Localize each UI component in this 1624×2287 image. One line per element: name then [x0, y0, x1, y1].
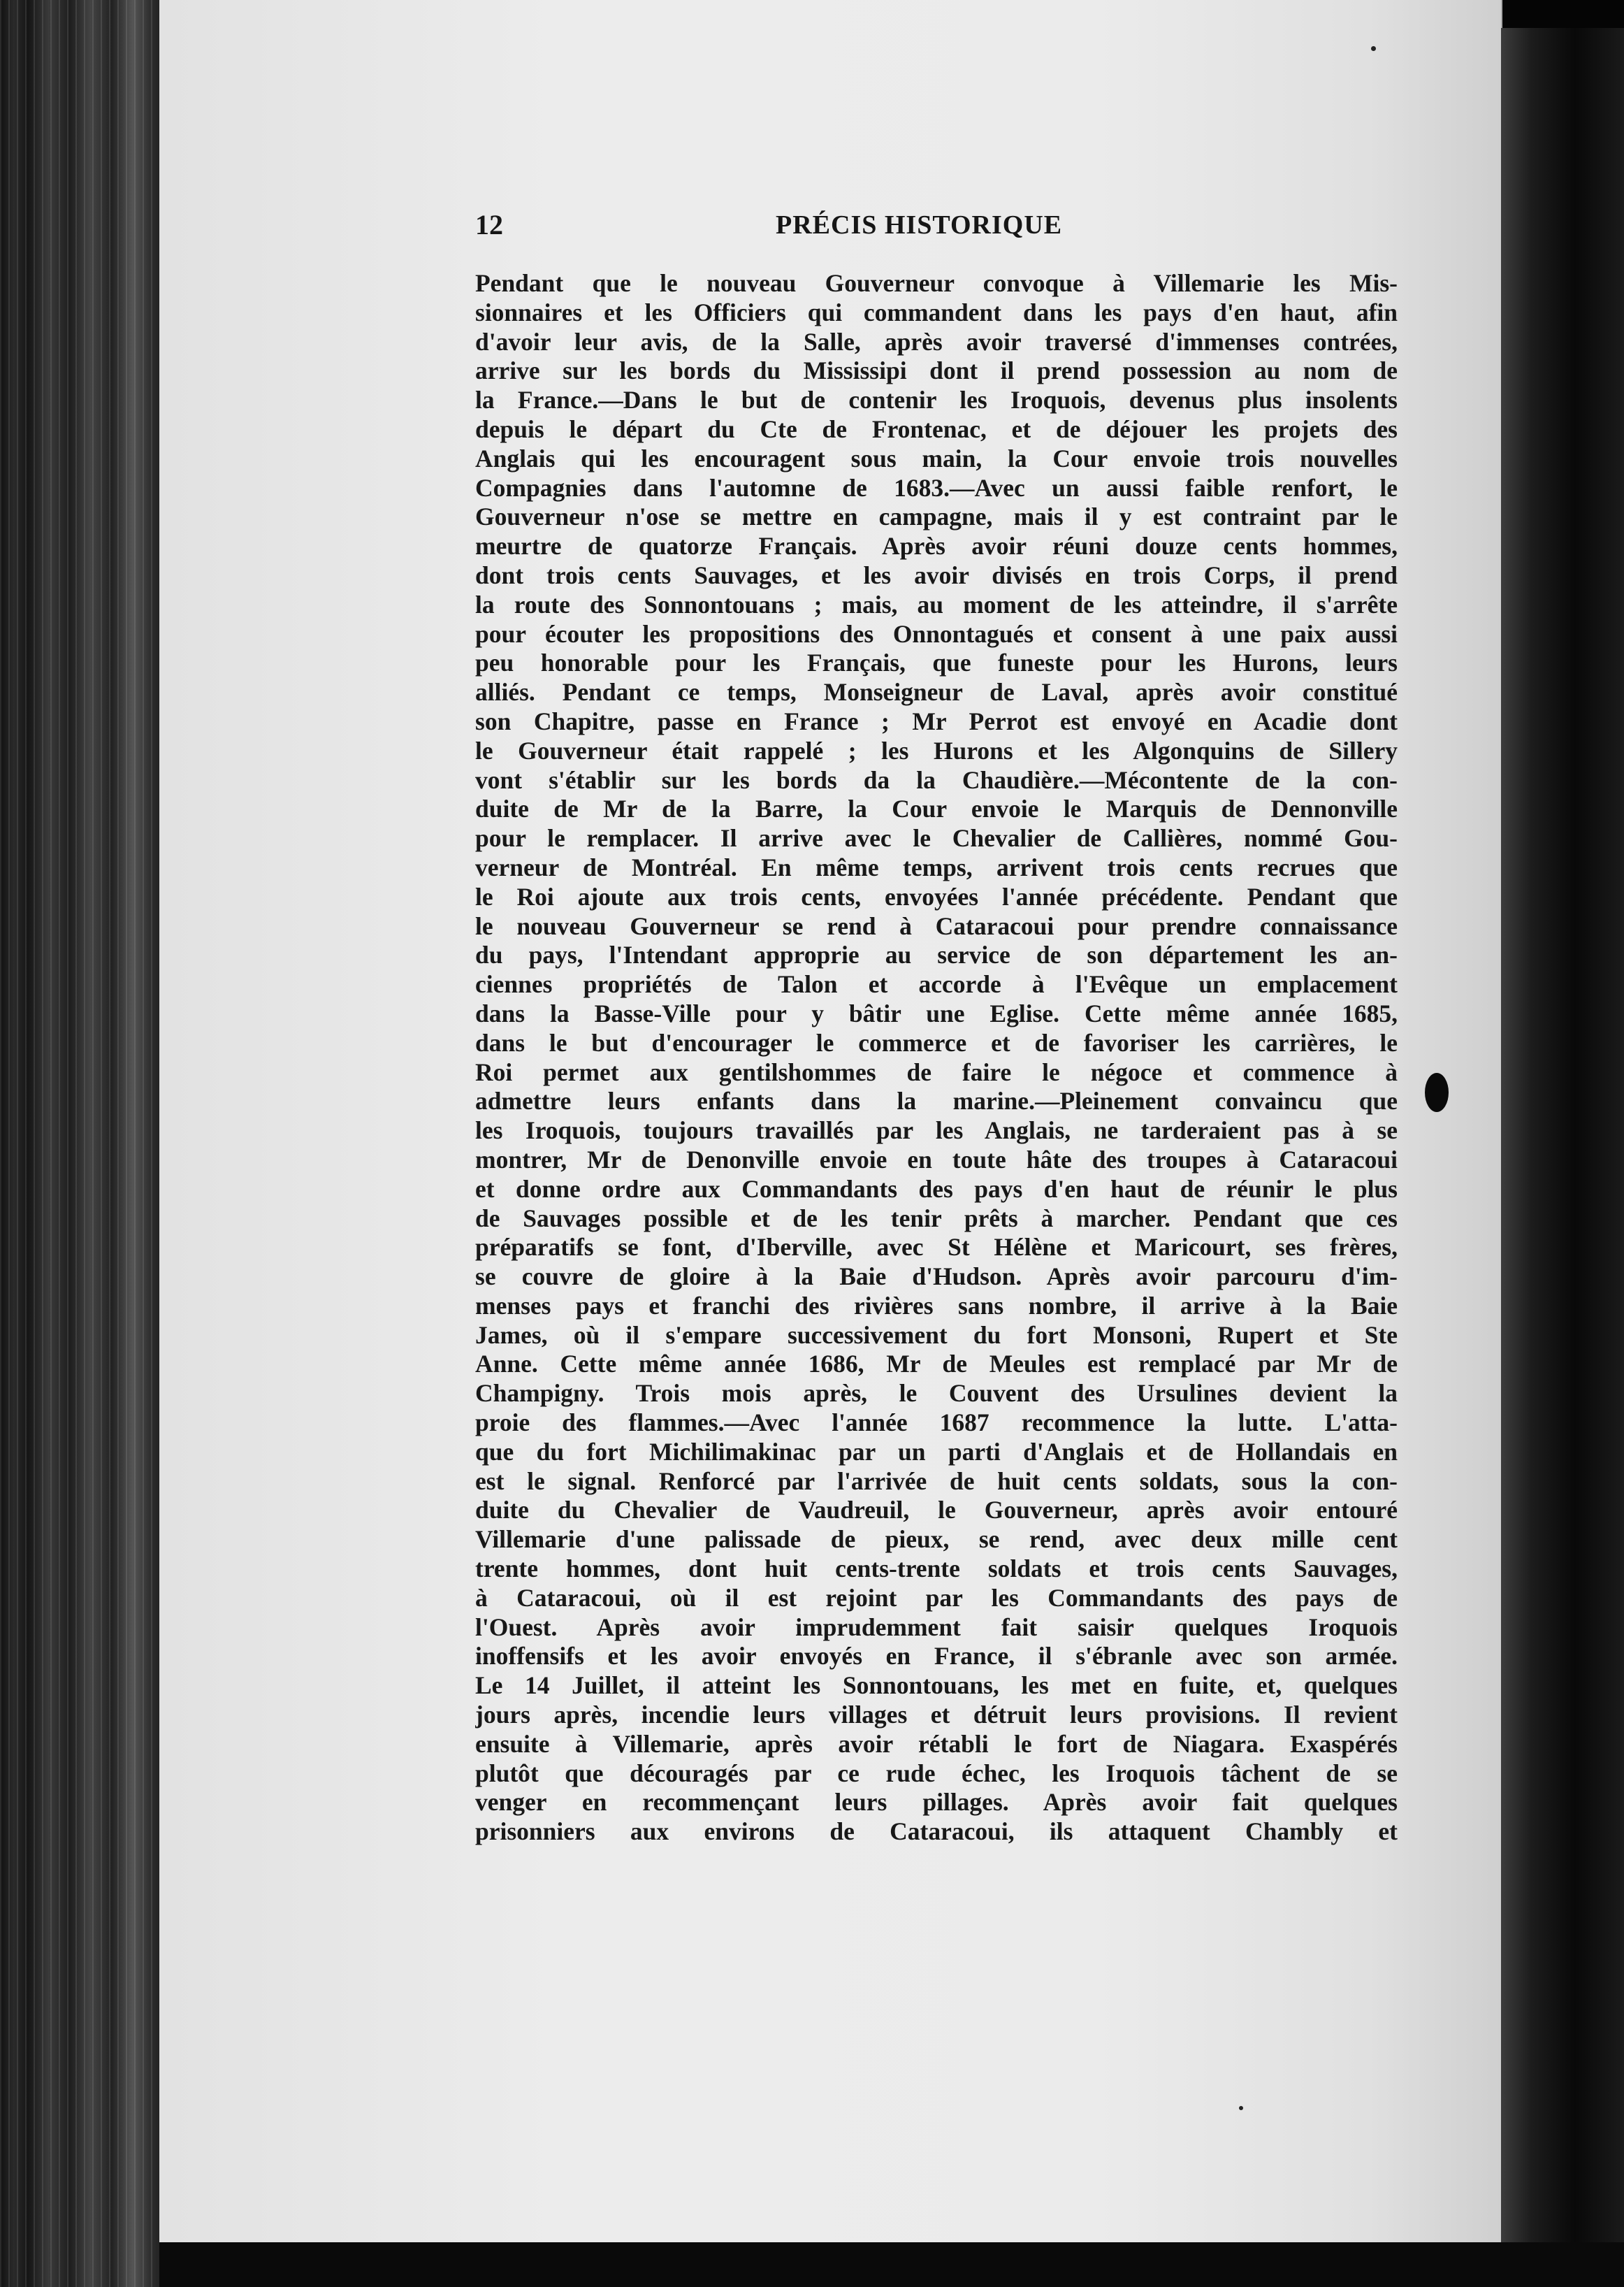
text-line: la France.—Dans le but de contenir les Iroquois, devenus plus insolents	[475, 386, 1398, 414]
text-line: pour écouter les propositions des Onnontagués et consent à une paix aussi	[475, 619, 1398, 648]
scan-bottom-border	[159, 2242, 1624, 2287]
text-line: et donne ordre aux Commandants des pays d'en haut de réunir le plus	[475, 1174, 1398, 1203]
text-line: du pays, l'Intendant approprie au service de son département les an-	[475, 941, 1398, 969]
text-line: dans le but d'encourager le commerce et de favoriser les carrières, le	[475, 1028, 1398, 1057]
text-line: Pendant que le nouveau Gouverneur convoque à Villemarie les Mis-	[475, 269, 1398, 297]
text-line: depuis le départ du Cte de Frontenac, et de déjouer les projets des	[475, 414, 1398, 443]
text-line: proie des flammes.—Avec l'année 1687 recommence la lutte. L'atta-	[475, 1408, 1398, 1437]
text-line: Anglais qui les encouragent sous main, la Cour envoie trois nouvelles	[475, 444, 1398, 472]
text-line: alliés. Pendant ce temps, Monseigneur de Laval, après avoir constitué	[475, 678, 1398, 707]
text-line: venger en recommençant leurs pillages. Après avoir fait quelques	[475, 1788, 1398, 1817]
text-line: de Sauvages possible et de les tenir prêts à marcher. Pendant que ces	[475, 1204, 1398, 1232]
stacked-page-edges	[0, 0, 168, 2287]
text-line: Le 14 Juillet, il atteint les Sonnontouans, les met en fuite, et, quelques	[475, 1671, 1398, 1700]
text-line: l'Ouest. Après avoir imprudemment fait saisir quelques Iroquois	[475, 1613, 1398, 1641]
text-line: préparatifs se font, d'Iberville, avec St Hélène et Maricourt, ses frères,	[475, 1233, 1398, 1262]
text-line: Anne. Cette même année 1686, Mr de Meules est remplacé par Mr de	[475, 1350, 1398, 1378]
text-line: se couvre de gloire à la Baie d'Hudson. Après avoir parcouru d'im-	[475, 1262, 1398, 1291]
body-text	[475, 269, 1398, 1847]
text-line: son Chapitre, passe en France ; Mr Perrot est envoyé en Acadie dont	[475, 707, 1398, 735]
text-line: plutôt que découragés par ce rude échec, les Iroquois tâchent de se	[475, 1759, 1398, 1787]
ink-blot	[1425, 1073, 1449, 1112]
text-line: Villemarie d'une palissade de pieux, se rend, avec deux mille cent	[475, 1525, 1398, 1554]
text-line: verneur de Montréal. En même temps, arrivent trois cents recrues que	[475, 853, 1398, 881]
text-line: à Cataracoui, où il est rejoint par les Commandants des pays de	[475, 1583, 1398, 1612]
text-line: les Iroquois, toujours travaillés par les Anglais, ne tarderaient pas à se	[475, 1116, 1398, 1145]
page-header	[475, 204, 1398, 246]
text-line: duite de Mr de la Barre, la Cour envoie le Marquis de Dennonville	[475, 795, 1398, 823]
running-head: PRÉCIS HISTORIQUE	[776, 210, 1063, 240]
text-line: Roi permet aux gentilshommes de faire le négoce et commence à	[475, 1058, 1398, 1086]
text-line: admettre leurs enfants dans la marine.—Pleinement convaincu que	[475, 1087, 1398, 1116]
text-line: vont s'établir sur les bords da la Chaudière.—Mécontente de la con-	[475, 765, 1398, 794]
text-line: le Gouverneur était rappelé ; les Hurons et les Algonquins de Sillery	[475, 736, 1398, 765]
text-line: le Roi ajoute aux trois cents, envoyées l'année précédente. Pendant que	[475, 882, 1398, 911]
text-line: pour le remplacer. Il arrive avec le Chevalier de Callières, nommé Gou-	[475, 824, 1398, 853]
text-line: la route des Sonnontouans ; mais, au moment de les atteindre, il s'arrête	[475, 590, 1398, 619]
text-line: sionnaires et les Officiers qui commandent dans les pays d'en haut, afin	[475, 298, 1398, 326]
text-line: meurtre de quatorze Français. Après avoir réuni douze cents hommes,	[475, 532, 1398, 561]
text-line: Gouverneur n'ose se mettre en campagne, mais il y est contraint par le	[475, 503, 1398, 531]
text-line: ciennes propriétés de Talon et accorde à l'Evêque un emplacement	[475, 970, 1398, 999]
text-line: dont trois cents Sauvages, et les avoir divisés en trois Corps, il prend	[475, 561, 1398, 589]
text-line: trente hommes, dont huit cents-trente soldats et trois cents Sauvages,	[475, 1554, 1398, 1583]
text-line: inoffensifs et les avoir envoyés en France, il s'ébranle avec son armée.	[475, 1642, 1398, 1671]
text-line: que du fort Michilimakinac par un parti d'Anglais et de Hollandais en	[475, 1437, 1398, 1466]
text-line: jours après, incendie leurs villages et détruit leurs provisions. Il revient	[475, 1701, 1398, 1729]
text-line: peu honorable pour les Français, que funeste pour les Hurons, leurs	[475, 649, 1398, 677]
text-line: le nouveau Gouverneur se rend à Cataracoui pour prendre connaissance	[475, 911, 1398, 940]
text-line: d'avoir leur avis, de la Salle, après avoir traversé d'immenses contrées,	[475, 327, 1398, 356]
text-line: Champigny. Trois mois après, le Couvent des Ursulines devient la	[475, 1379, 1398, 1408]
text-line: montrer, Mr de Denonville envoie en toute hâte des troupes à Cataracoui	[475, 1145, 1398, 1174]
text-line: prisonniers aux environs de Cataracoui, ils attaquent Chambly et	[475, 1817, 1398, 1846]
text-line: Compagnies dans l'automne de 1683.—Avec un aussi faible renfort, le	[475, 473, 1398, 502]
dust-speck	[1371, 46, 1376, 51]
page-number: 12	[475, 209, 503, 240]
text-line: arrive sur les bords du Mississipi dont il prend possession au nom de	[475, 356, 1398, 385]
text-line: ensuite à Villemarie, après avoir rétabli le fort de Niagara. Exaspérés	[475, 1729, 1398, 1758]
text-line: James, où il s'empare successivement du fort Monsoni, Rupert et Ste	[475, 1320, 1398, 1349]
dust-speck	[1239, 2106, 1243, 2110]
text-line: duite du Chevalier de Vaudreuil, le Gouverneur, après avoir entouré	[475, 1496, 1398, 1524]
text-line: est le signal. Renforcé par l'arrivée de huit cents soldats, sous la con-	[475, 1466, 1398, 1495]
facing-page-shadow	[1501, 28, 1624, 2287]
text-line: dans la Basse-Ville pour y bâtir une Eglise. Cette même année 1685,	[475, 999, 1398, 1027]
text-line: menses pays et franchi des rivières sans nombre, il arrive à la Baie	[475, 1291, 1398, 1320]
